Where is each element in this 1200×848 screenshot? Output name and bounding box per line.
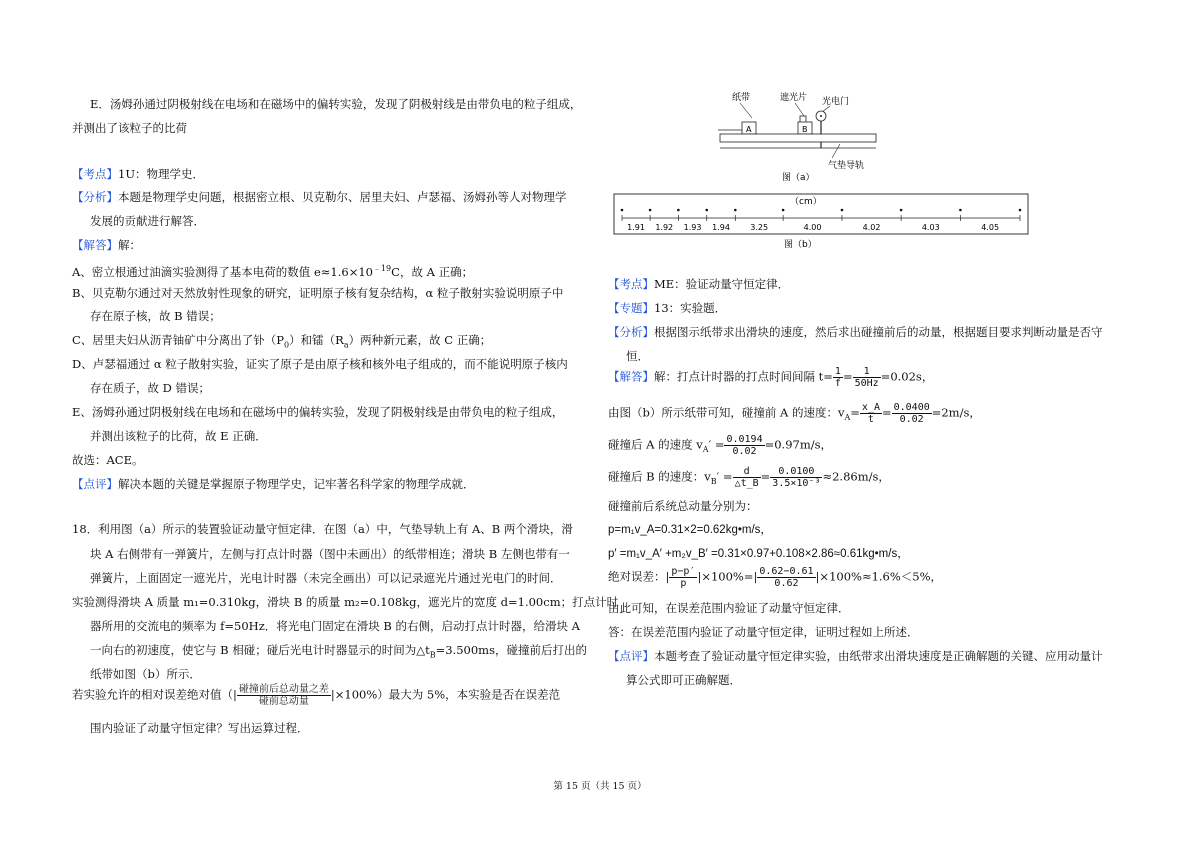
tape-dot bbox=[705, 209, 708, 212]
tape-segment-label: 1.91 bbox=[627, 223, 645, 232]
tape-segment-label: 1.93 bbox=[683, 223, 702, 232]
va-sub: A bbox=[844, 412, 851, 422]
r-jieda-post: =0.02s， bbox=[880, 369, 934, 384]
answer-a bbox=[72, 261, 473, 280]
tape-segment-label: 3.25 bbox=[750, 223, 769, 232]
tape-dot bbox=[677, 209, 680, 212]
answer-e-line1: E、汤姆孙通过阴极射线在电场和在磁场中的偏转实验，发现了阴极射线是由带负电的粒子组成， bbox=[72, 405, 564, 419]
jieda-row bbox=[72, 237, 141, 253]
air-track bbox=[720, 134, 876, 142]
error-frac1-den: p bbox=[680, 578, 687, 589]
fenxi-row bbox=[72, 189, 567, 205]
error-frac1-num: p−p′ bbox=[671, 566, 696, 577]
answer-b-line2: 存在原子核，故 B 错误； bbox=[90, 309, 221, 323]
figure-b-caption: 图（b） bbox=[784, 240, 817, 250]
vap-frac-den: 0.02 bbox=[732, 446, 757, 457]
error-pre: 绝对误差：| bbox=[608, 569, 670, 584]
vap-frac bbox=[724, 434, 764, 457]
r-jieda-row bbox=[608, 366, 933, 389]
answer-c-sub1: 0 bbox=[284, 340, 290, 350]
p-before-line: p=m₁v_A=0.31×2=0.62kg•m/s， bbox=[608, 524, 772, 536]
answer-e-line2: 并测出该粒子的比荷，故 E 正确． bbox=[90, 429, 267, 443]
label-track: 气垫导轨 bbox=[828, 161, 865, 171]
jieda-tag: 【解答】 bbox=[72, 238, 118, 252]
q18-line7: 纸带如图（b）所示． bbox=[90, 667, 201, 681]
tape-segment-label: 4.03 bbox=[921, 223, 940, 232]
error-row bbox=[608, 566, 942, 589]
vbp-frac2-num: 0.0100 bbox=[770, 466, 822, 478]
p-after-line: p′ =m₁v_A′ +m₂v_B′ =0.31×0.97+0.108×2.86≈0.61kg•m/s， bbox=[608, 548, 909, 560]
tape-segment-label: 1.92 bbox=[655, 223, 674, 232]
r-kaodian-text: ME：验证动量守恒定律． bbox=[654, 277, 790, 291]
q18-line9: 围内验证了动量守恒定律？写出运算过程． bbox=[90, 721, 309, 735]
vap-frac-num: 0.0194 bbox=[726, 434, 763, 445]
label-shade: 遮光片 bbox=[780, 93, 808, 103]
q18-line6-post: =3.500ms，碰撞前后打出的 bbox=[435, 643, 587, 657]
q18-line8-pre: 若实验允许的相对误差绝对值（| bbox=[72, 687, 237, 702]
q18-line8 bbox=[72, 684, 560, 707]
vbp-frac2 bbox=[770, 466, 822, 489]
label-tape: 纸带 bbox=[732, 93, 751, 103]
tape-dot bbox=[959, 209, 962, 212]
error-frac1 bbox=[669, 566, 697, 589]
answer-a-pre: A、密立根通过油滴实验测得了基本电荷的数值 e≈1.6×10 bbox=[72, 264, 373, 279]
period-frac2 bbox=[853, 366, 881, 389]
figure-a bbox=[700, 88, 890, 184]
vbp-frac1-den: △t_B bbox=[734, 478, 759, 489]
r-fenxi-row bbox=[608, 324, 1103, 340]
va-frac1-den: t bbox=[867, 414, 874, 425]
r-kaodian-tag: 【考点】 bbox=[608, 277, 654, 291]
jieda-text: 解： bbox=[118, 238, 141, 252]
va-frac2-den: 0.02 bbox=[899, 414, 924, 425]
q18-fraction-numerator: 碰撞前后总动量之差 bbox=[238, 684, 329, 695]
answer-d-line2: 存在质子，故 D 错误； bbox=[90, 381, 211, 395]
vap-sub: A bbox=[702, 444, 709, 454]
r-jieda-tag: 【解答】 bbox=[608, 369, 654, 384]
total-momentum-line: 碰撞前后系统总动量分别为： bbox=[608, 499, 758, 513]
vbp-pre: 碰撞后 B 的速度：v bbox=[608, 469, 711, 484]
option-e-line2: 并测出了该粒子的比荷 bbox=[72, 121, 187, 135]
vbp-frac2-den: 3.5×10⁻³ bbox=[772, 478, 821, 489]
q18-line6-pre: 一向右的初速度，使它与 B 相碰；碰后光电计时器显示的时间为△t bbox=[90, 643, 430, 657]
va-frac2-num: 0.0400 bbox=[893, 402, 930, 413]
q18-line4: 实验测得滑块 A 质量 m₁=0.310kg，滑块 B 的质量 m₂=0.108kg，遮光片的宽度 d=1.00cm；打点计时 bbox=[72, 595, 619, 609]
q18-line2: 块 A 右侧带有一弹簧片，左侧与打点计时器（图中未画出）的纸带相连；滑块 B 左侧也带有一 bbox=[90, 547, 570, 561]
tape-segment-label: 4.02 bbox=[862, 223, 881, 232]
vap-post: =0.97m/s， bbox=[764, 437, 833, 452]
conclusion-line: 由此可知，在误差范围内验证了动量守恒定律． bbox=[608, 601, 850, 615]
va-post: =2m/s， bbox=[931, 405, 981, 420]
r-kaodian-row bbox=[608, 276, 789, 292]
period-frac2-num: 1 bbox=[853, 366, 881, 378]
error-mid: |×100%=| bbox=[697, 569, 758, 584]
block-b-label: B bbox=[802, 125, 808, 134]
r-zhuanti-tag: 【专题】 bbox=[608, 301, 654, 315]
fenxi-line1: 本题是物理学史问题，根据密立根、贝克勒尔、居里夫妇、卢瑟福、汤姆孙等人对物理学 bbox=[118, 190, 567, 204]
r-jieda-eq: = bbox=[842, 369, 853, 384]
tape-dot bbox=[621, 209, 624, 212]
answer-d-line1: D、卢瑟福通过 α 粒子散射实验，证实了原子是由原子核和核外电子组成的，而不能说明原子核内 bbox=[72, 357, 568, 371]
label-gate: 光电门 bbox=[822, 97, 850, 107]
q18-line1: 18．利用图（a）所示的装置验证动量守恒定律．在图（a）中，气垫导轨上有 A、B 两个滑块，滑 bbox=[72, 522, 573, 536]
r-jieda-pre: 解：打点计时器的打点时间间隔 t= bbox=[654, 369, 833, 384]
r-dianping-row bbox=[608, 648, 1103, 664]
q18-line3: 弹簧片，上面固定一遮光片，光电计时器（未完全画出）可以记录遮光片通过光电门的时间． bbox=[90, 571, 562, 585]
answer-line: 答：在误差范围内验证了动量守恒定律，证明过程如上所述． bbox=[608, 625, 919, 639]
r-dianping-line2: 算公式即可正确解题． bbox=[626, 673, 741, 687]
dianping-tag: 【点评】 bbox=[72, 477, 118, 491]
figure-b bbox=[612, 190, 1032, 252]
q18-line6-sub: B bbox=[429, 650, 436, 660]
va-frac1 bbox=[860, 402, 882, 425]
dianping-text: 解决本题的关键是掌握原子物理学史，记牢著名科学家的物理学成就． bbox=[118, 477, 475, 491]
choice-result: 故选：ACE。 bbox=[72, 453, 144, 467]
tape-dot bbox=[782, 209, 785, 212]
vap-mid: ′ = bbox=[708, 437, 725, 452]
tape-segment-label: 4.00 bbox=[803, 223, 822, 232]
va-eq2: = bbox=[881, 405, 892, 420]
kaodian-text: 1U：物理学史． bbox=[118, 167, 205, 181]
q18-line8-post: |×100%）最大为 5%，本实验是否在误差范 bbox=[330, 687, 561, 702]
answer-c bbox=[72, 332, 491, 353]
va-pre: 由图（b）所示纸带可知，碰撞前 A 的速度：v bbox=[608, 405, 845, 420]
r-fenxi-tag: 【分析】 bbox=[608, 325, 654, 339]
vbp-mid: ′ = bbox=[716, 469, 733, 484]
r-fenxi-line1: 根据图示纸带求出滑块的速度，然后求出碰撞前后的动量，根据题目要求判断动量是否守 bbox=[654, 325, 1103, 339]
vap-pre: 碰撞后 A 的速度 v bbox=[608, 437, 703, 452]
q18-line6 bbox=[90, 642, 587, 663]
r-dianping-tag: 【点评】 bbox=[608, 649, 654, 663]
figure-a-caption: 图（a） bbox=[782, 173, 815, 183]
r-zhuanti-text: 13：实验题． bbox=[654, 301, 727, 315]
r-fenxi-line2: 恒． bbox=[626, 349, 649, 363]
answer-a-post: C，故 A 正确； bbox=[391, 264, 474, 279]
fenxi-tag: 【分析】 bbox=[72, 190, 118, 204]
error-post: |×100%≈1.6%＜5%， bbox=[815, 569, 943, 584]
fenxi-line2: 发展的贡献进行解答． bbox=[90, 214, 205, 228]
r-zhuanti-row bbox=[608, 300, 726, 316]
dianping-row bbox=[72, 476, 475, 492]
tape-dot bbox=[841, 209, 844, 212]
answer-c-c: ）两种新元素，故 C 正确； bbox=[348, 333, 492, 347]
answer-c-a: C、居里夫妇从沥青铀矿中分离出了钋（P bbox=[72, 333, 285, 347]
q18-line5: 器所用的交流电的频率为 f=50Hz．将光电门固定在滑块 B 的右侧，启动打点计时器，给滑块 A bbox=[90, 619, 580, 633]
tape-segment-label: 1.94 bbox=[712, 223, 730, 232]
answer-c-b: ）和镭（R bbox=[289, 333, 344, 347]
block-a-label: A bbox=[746, 125, 752, 134]
tape-dot bbox=[1019, 209, 1022, 212]
va-row bbox=[608, 402, 981, 426]
q18-fraction bbox=[237, 684, 331, 707]
tape-dot bbox=[900, 209, 903, 212]
answer-a-exponent: ﹣19 bbox=[372, 264, 392, 273]
tape-segment-label: 4.05 bbox=[981, 223, 1000, 232]
period-frac1-den: f bbox=[834, 378, 841, 389]
page-footer: 第 15 页（共 15 页） bbox=[553, 781, 647, 792]
va-frac1-num: x_A bbox=[861, 402, 880, 413]
tape-unit: （cm） bbox=[790, 197, 822, 207]
answer-b-line1: B、贝克勒尔通过对天然放射性现象的研究，证明原子核有复杂结构，α 粒子散射实验说明原子中 bbox=[72, 286, 564, 300]
r-dianping-line1: 本题考查了验证动量守恒定律实验，由纸带求出滑块速度是正确解题的关键、应用动量计 bbox=[654, 649, 1103, 663]
error-frac2-num: 0.62−0.61 bbox=[759, 566, 814, 577]
tape-dot bbox=[649, 209, 652, 212]
period-frac1-num: 1 bbox=[834, 366, 841, 377]
answer-c-sub2: a bbox=[343, 340, 349, 350]
period-frac2-den: 50Hz bbox=[854, 378, 879, 389]
tape-dot bbox=[734, 209, 737, 212]
vbp-post: ≈2.86m/s， bbox=[822, 469, 890, 484]
option-e-line1: E．汤姆孙通过阴极射线在电场和在磁场中的偏转实验，发现了阴极射线是由带负电的粒子组成， bbox=[90, 97, 582, 111]
period-frac1 bbox=[833, 366, 843, 389]
vbp-eq: = bbox=[760, 469, 771, 484]
q18-fraction-denominator: 碰前总动量 bbox=[258, 696, 309, 707]
va-eq1: = bbox=[850, 405, 860, 420]
vbp-sub: B bbox=[710, 476, 717, 486]
kaodian-row bbox=[72, 166, 204, 182]
vap-row bbox=[608, 434, 832, 458]
va-frac2 bbox=[892, 402, 932, 425]
kaodian-tag: 【考点】 bbox=[72, 167, 118, 181]
error-frac2 bbox=[757, 566, 815, 589]
vbp-row bbox=[608, 466, 890, 490]
vbp-frac1 bbox=[733, 466, 761, 489]
error-frac2-den: 0.62 bbox=[774, 578, 799, 589]
vbp-frac1-num: d bbox=[733, 466, 761, 478]
